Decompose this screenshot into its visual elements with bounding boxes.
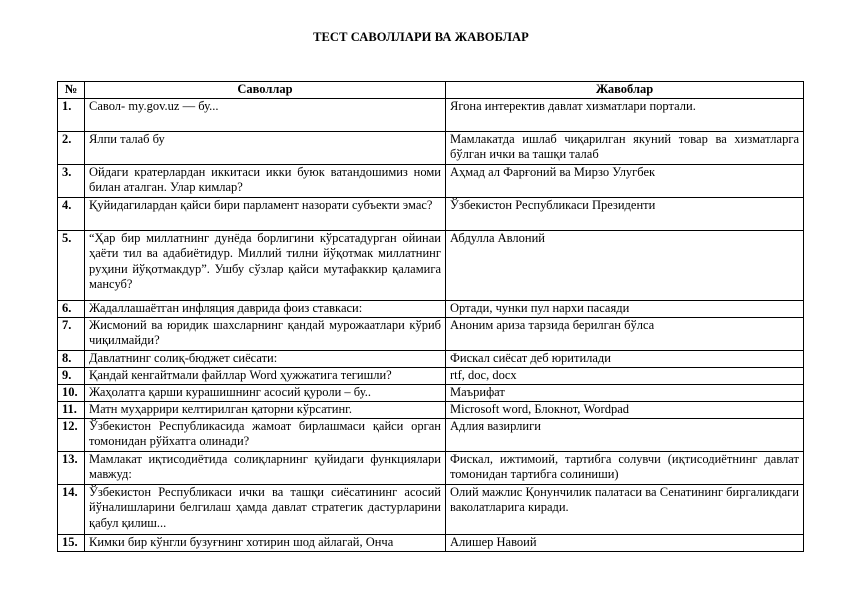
question-cell: Мамлакат иқтисодиётида солиқларнинг қуйидаги функциялари мавжуд: bbox=[85, 451, 446, 484]
question-cell: Ялпи талаб бу bbox=[85, 131, 446, 164]
question-cell: Ойдаги кратерлардан иккитаси икки буюк ватандошимиз номи билан аталган. Улар кимлар? bbox=[85, 164, 446, 197]
answer-cell: Аҳмад ал Фарғоний ва Мирзо Улугбек bbox=[446, 164, 804, 197]
answer-cell: Адлия вазирлиги bbox=[446, 418, 804, 451]
table-row bbox=[58, 350, 804, 367]
question-cell: Матн муҳаррири келтирилган қаторни кўрсатинг. bbox=[85, 401, 446, 418]
row-number: 10. bbox=[58, 384, 85, 401]
question-cell: Ўзбекистон Республикаси ички ва ташқи сиёсатининг асосий йўналишларини белгилаш ҳамда давлат стратегик дастурларини қабул қилиш... bbox=[85, 484, 446, 534]
row-number: 13. bbox=[58, 451, 85, 484]
row-number: 8. bbox=[58, 350, 85, 367]
header-number: № bbox=[58, 82, 85, 99]
answer-cell: Фискал сиёсат деб юритилади bbox=[446, 350, 804, 367]
question-cell: Савол- my.gov.uz — бу... bbox=[85, 98, 446, 131]
table-row bbox=[58, 131, 804, 164]
row-number: 15. bbox=[58, 534, 85, 551]
table-row bbox=[58, 230, 804, 300]
table-row bbox=[58, 197, 804, 230]
answer-cell: Ортади, чунки пул нархи пасаяди bbox=[446, 300, 804, 317]
answer-cell: Маърифат bbox=[446, 384, 804, 401]
answer-cell: Ўзбекистон Республикаси Президенти bbox=[446, 197, 804, 230]
table-row bbox=[58, 484, 804, 534]
table-header-row bbox=[58, 82, 804, 99]
answer-cell: Мамлакатда ишлаб чиқарилган якуний товар ва хизматларга бўлган ички ва ташқи талаб bbox=[446, 131, 804, 164]
answer-cell: Фискал, ижтимоий, тартибга солувчи (иқтисодиётнинг давлат томонидан тартибга солиниши) bbox=[446, 451, 804, 484]
row-number: 7. bbox=[58, 317, 85, 350]
question-cell: Ўзбекистон Республикасида жамоат бирлашмаси қайси орган томонидан рўйхатга олинади? bbox=[85, 418, 446, 451]
answer-cell: Microsoft word, Блокнот, Wordpad bbox=[446, 401, 804, 418]
question-cell: Давлатнинг солиқ-бюджет сиёсати: bbox=[85, 350, 446, 367]
question-cell: Жадаллашаётган инфляция даврида фоиз ставкаси: bbox=[85, 300, 446, 317]
row-number: 9. bbox=[58, 367, 85, 384]
table-row bbox=[58, 418, 804, 451]
table-row bbox=[58, 164, 804, 197]
answer-cell: rtf, doc, docx bbox=[446, 367, 804, 384]
row-number: 2. bbox=[58, 131, 85, 164]
table-row bbox=[58, 300, 804, 317]
question-cell: Жаҳолатга қарши курашишнинг асосий қуроли – бу.. bbox=[85, 384, 446, 401]
question-cell: Жисмоний ва юридик шахсларнинг қандай мурожаатлари кўриб чиқилмайди? bbox=[85, 317, 446, 350]
answer-cell: Алишер Навоий bbox=[446, 534, 804, 551]
table-row bbox=[58, 384, 804, 401]
header-questions: Саволлар bbox=[85, 82, 446, 99]
question-cell: Кимки бир кўнгли бузуғнинг хотирин шод айлагай, Онча bbox=[85, 534, 446, 551]
row-number: 5. bbox=[58, 230, 85, 300]
row-number: 1. bbox=[58, 98, 85, 131]
table-row bbox=[58, 317, 804, 350]
row-number: 12. bbox=[58, 418, 85, 451]
answer-cell: Ягона интеректив давлат хизматлари портали. bbox=[446, 98, 804, 131]
question-cell: “Ҳар бир миллатнинг дунёда борлигини кўрсатадурган ойинаи ҳаёти тил ва адабиётидур. Миллий тилни йўқотмак миллатнинг руҳини йўқотмакдур”. Ушбу сўзлар қайси мутафаккир қаламига мансуб? bbox=[85, 230, 446, 300]
row-number: 14. bbox=[58, 484, 85, 534]
table-row bbox=[58, 98, 804, 131]
answer-cell: Абдулла Авлоний bbox=[446, 230, 804, 300]
question-cell: Қуйидагилардан қайси бири парламент назорати субъекти эмас? bbox=[85, 197, 446, 230]
table-row bbox=[58, 534, 804, 551]
document-title: ТЕСТ САВОЛЛАРИ ВА ЖАВОБЛАР bbox=[313, 30, 529, 44]
row-number: 4. bbox=[58, 197, 85, 230]
answer-cell: Олий мажлис Қонунчилик палатаси ва Сенатининг биргаликдаги ваколатларига киради. bbox=[446, 484, 804, 534]
question-cell: Қандай кенгайтмали файллар Word ҳужжатига тегишли? bbox=[85, 367, 446, 384]
table-row bbox=[58, 401, 804, 418]
table-row bbox=[58, 367, 804, 384]
row-number: 3. bbox=[58, 164, 85, 197]
table-row bbox=[58, 451, 804, 484]
qa-table bbox=[57, 81, 804, 552]
row-number: 11. bbox=[58, 401, 85, 418]
answer-cell: Аноним ариза тарзида берилган бўлса bbox=[446, 317, 804, 350]
row-number: 6. bbox=[58, 300, 85, 317]
header-answers: Жавоблар bbox=[446, 82, 804, 99]
